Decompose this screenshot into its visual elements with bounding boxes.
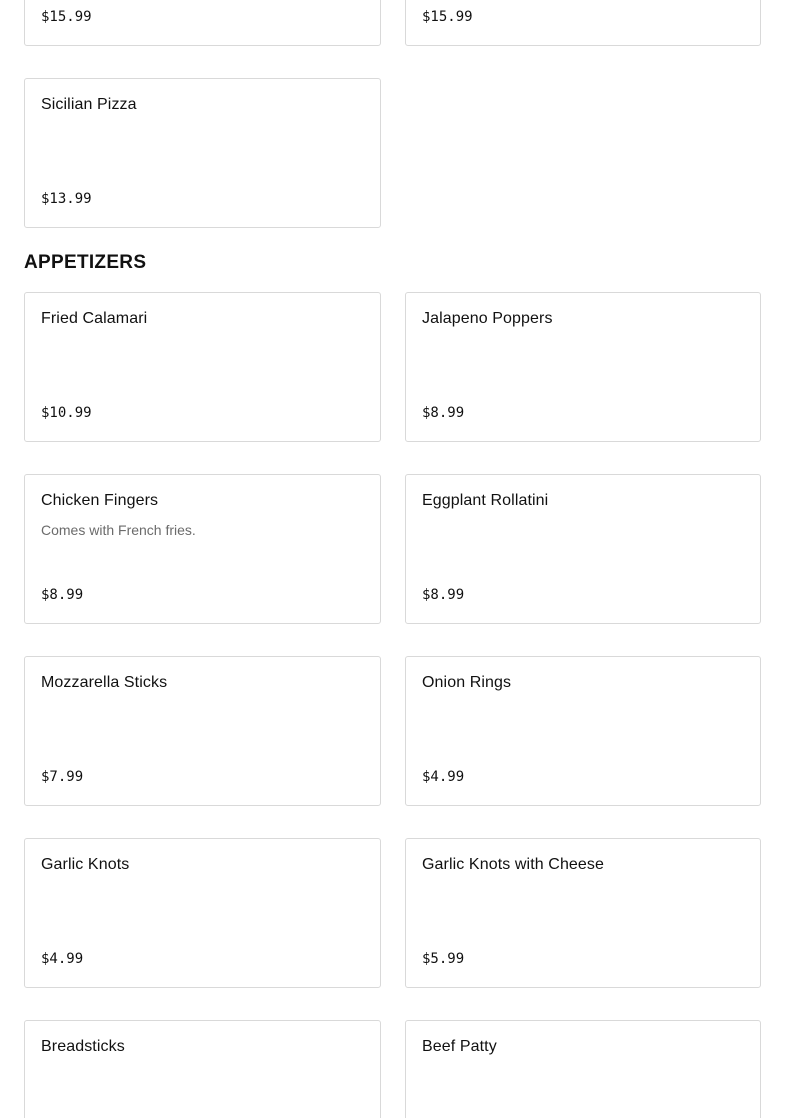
menu-item-card[interactable]	[405, 474, 761, 624]
item-name: Mozzarella Sticks	[41, 674, 168, 691]
item-price: $4.99	[422, 769, 465, 785]
menu-item-card[interactable]	[24, 292, 381, 442]
item-price: $5.99	[422, 951, 465, 967]
menu-item-card[interactable]	[24, 1020, 381, 1118]
item-price: $7.99	[41, 769, 84, 785]
section-title-appetizers: APPETIZERS	[24, 252, 147, 273]
menu-item-card[interactable]	[405, 0, 761, 46]
item-name: Breadsticks	[41, 1038, 125, 1055]
item-name: Garlic Knots	[41, 856, 130, 873]
item-price: $8.99	[422, 405, 465, 421]
menu-item-card[interactable]	[24, 838, 381, 988]
menu-item-card[interactable]	[405, 292, 761, 442]
item-description: Comes with French fries.	[41, 522, 196, 538]
menu-item-card[interactable]	[405, 656, 761, 806]
item-name: Beef Patty	[422, 1038, 497, 1055]
item-price: $15.99	[41, 9, 92, 25]
menu-item-card[interactable]	[405, 1020, 761, 1118]
item-name: Fried Calamari	[41, 310, 148, 327]
item-price: $15.99	[422, 9, 473, 25]
item-name: Garlic Knots with Cheese	[422, 856, 605, 873]
menu-item-card[interactable]	[405, 838, 761, 988]
item-name: Eggplant Rollatini	[422, 492, 549, 509]
menu-item-card[interactable]	[24, 0, 381, 46]
item-price: $10.99	[41, 405, 92, 421]
item-price: $13.99	[41, 191, 92, 207]
item-price: $8.99	[41, 587, 84, 603]
item-name: Jalapeno Poppers	[422, 310, 553, 327]
item-price: $4.99	[41, 951, 84, 967]
item-name: Chicken Fingers	[41, 492, 159, 509]
item-name: Onion Rings	[422, 674, 512, 691]
item-name: Sicilian Pizza	[41, 96, 137, 113]
menu-item-card[interactable]	[24, 656, 381, 806]
item-price: $8.99	[422, 587, 465, 603]
menu-item-card[interactable]	[24, 474, 381, 624]
menu-item-card[interactable]	[24, 78, 381, 228]
